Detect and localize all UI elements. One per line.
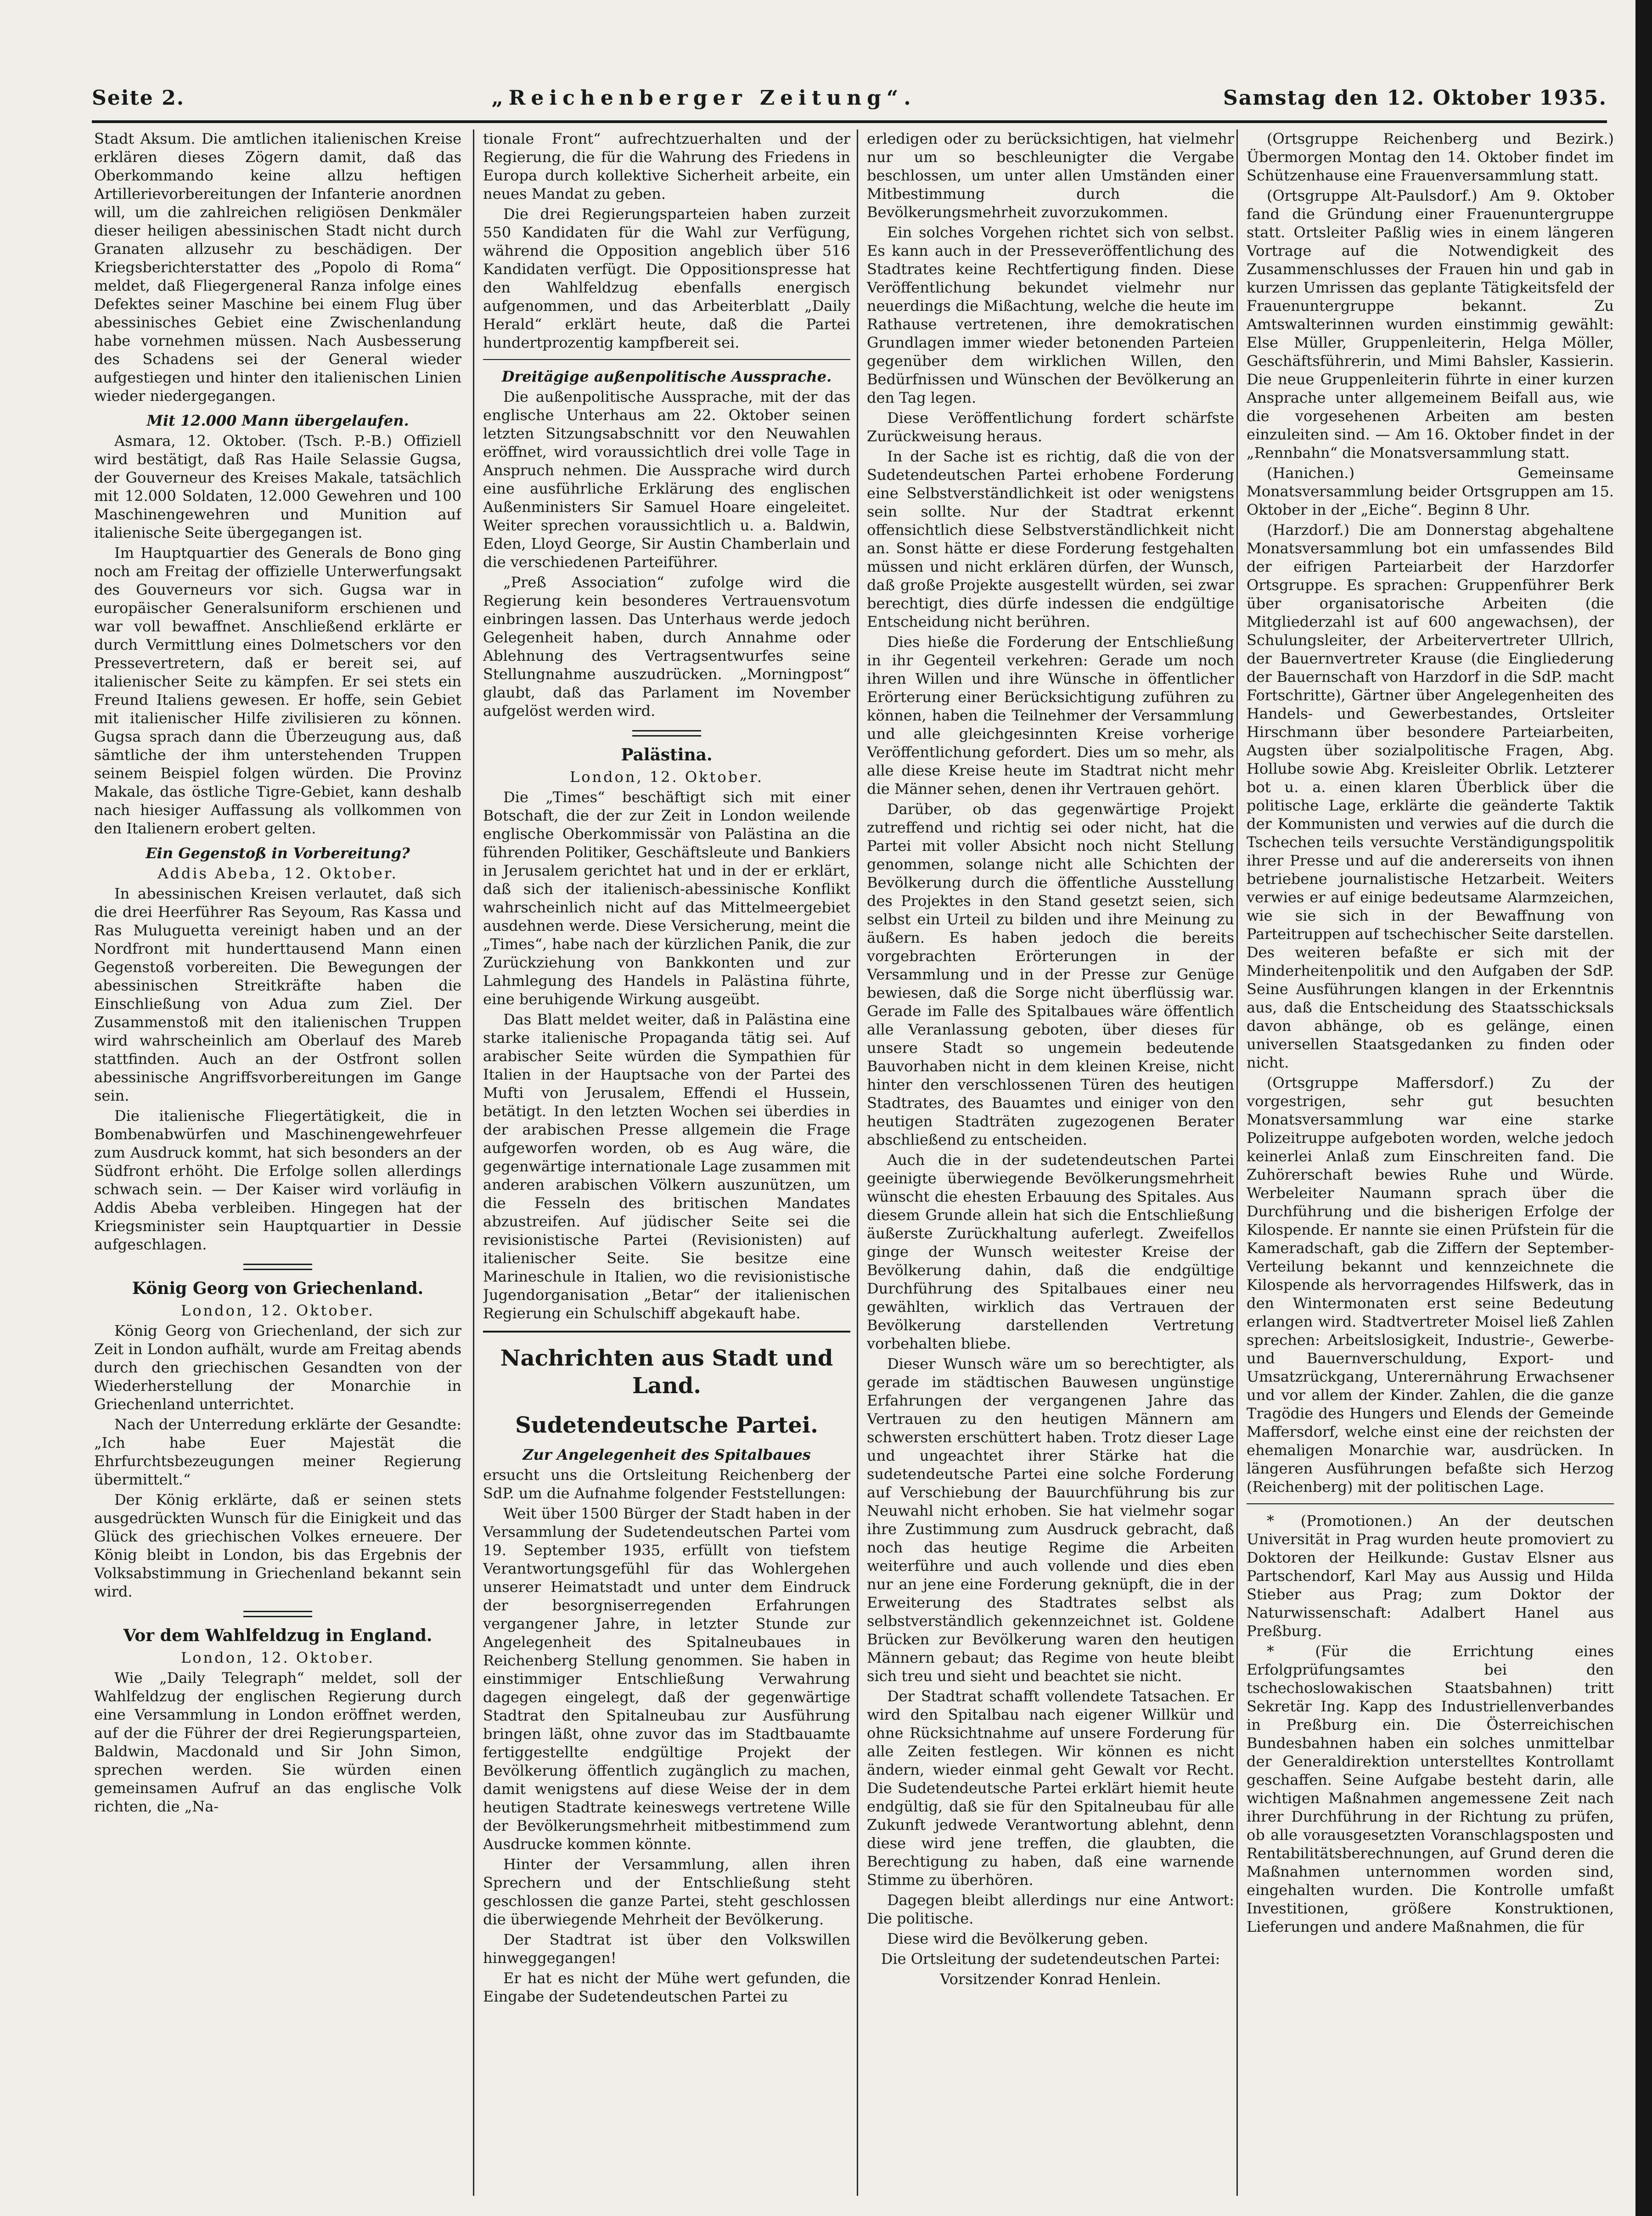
signature-line: Vorsitzender Konrad Henlein. xyxy=(940,1970,1161,1988)
issue-date: Samstag den 12. Oktober 1935. xyxy=(1223,86,1607,110)
article-paragraph: Weit über 1500 Bürger der Stadt haben in der Versammlung der Sudetendeutschen Partei vom 19. September 1935, erfüllt von tiefstem Verantwortungsgefühl für das Wohlergehen unserer Heimatstadt und unter dem Eindruck der besorgniserregenden Erfahrungen vergangener Jahre, in letzter Stunde zur Angelegenheit des Spitalneubaues in Reichenberg Stellung genommen. Sie haben in einstimmiger Entschließung Verwahrung dagegen eingelegt, daß der gegenwärtige Stadtrat den Spitalneubau zur Ausführung bringen läßt, ohne zuvor das im Stadtbauamte fertiggestellte endgültige Projekt der Bevölkerung öffentlich zugänglich zu machen, damit wenigstens auf diese Weise der in dem heutigen Stadtrate keineswegs vertretene Wille der Bevölkerungsmehrheit mitbestimmend zum Ausdrucke kommen könnte. xyxy=(483,1505,850,1853)
article-paragraph: Die „Times“ beschäftigt sich mit einer Botschaft, die der zur Zeit in London weilende englische Oberkommissär von Palästina an die führenden Politiker, Geschäftsleute und Bankiers in Jerusalem gerichtet hat und in der er erklärt, daß sich der italienisch-abessinische Konflikt wahrscheinlich nicht auf das Mittelmeergebiet ausdehnen werde. Diese Versicherung, meint die „Times“, habe nach der kürzlichen Panik, die zur Zurückziehung von Bankkonten und zur Lahmlegung des Handels in Palästina führte, eine beruhigende Wirkung ausgeübt. xyxy=(483,788,850,1008)
column-2 xyxy=(483,129,850,2196)
section-separator xyxy=(483,359,850,360)
article-paragraph: ersucht uns die Ortsleitung Reichenberg der SdP. um die Aufnahme folgender Feststellungen: xyxy=(483,1466,850,1502)
article-paragraph: Der König erklärte, daß er seinen stets ausgedrückten Wunsch für die Einigkeit und das Glück des griechischen Volkes erneuere. Der König bleibt in London, bis das Ergebnis der Volksabstimmung in Griechenland bekannt sein wird. xyxy=(94,1491,461,1600)
section-separator xyxy=(243,1264,312,1270)
article-paragraph: Diese Veröffentlichung fordert schärfste Zurückweisung heraus. xyxy=(867,409,1234,445)
article-paragraph: (Ortsgruppe Maffersdorf.) Zu der vorgestrigen, sehr gut besuchten Monatsversammlung war eine starke Polizeitruppe aufgeboten worden, welche jedoch keinerlei Anlaß zum Einschreiten fand. Die Zuhörerschaft bewies Ruhe und Würde. Werbeleiter Naumann sprach über die Durchführung und die bisherigen Erfolge der Kilospende. Er nannte sie einen Prüfstein für die Kameradschaft, gab die Ziffern der September-Verteilung bekannt und kennzeichnete die Kilospende als hervorragendes Hilfswerk, das in den Wintermonaten erst seine Bedeutung erlangen wird. Stadtvertreter Moisel ließ Zahlen sprechen: Arbeitslosigkeit, Industrie-, Gewerbe- und Bauernverschuldung, Export- und Umsatzrückgang, Unterernährung Erwachsener und vor allem der Kinder. Zahlen, die die ganze Tragödie des Hungers und Elends der Gemeinde Maffersdorf, welche einst eine der reichsten der ehemaligen Monarchie war, ausdrücken. In längeren Ausführungen befaßte sich Herzog (Reichenberg) mit der politischen Lage. xyxy=(1247,1074,1614,1496)
article-paragraph: In abessinischen Kreisen verlautet, daß sich die drei Heerführer Ras Seyoum, Ras Kassa und Ras Muluguetta vereinigt haben und an der Nordfront mit hunderttausend Mann einen Gegenstoß vorbereiten. Die Bewegungen der abessinischen Streitkräfte haben die Einschließung von Adua zum Ziel. Der Zusammenstoß mit den italienischen Truppen wird wahrscheinlich am Oberlauf des Mareb stattfinden. Auch an der Ostfront sollen abessinische Angriffsvorbereitungen im Gange sein. xyxy=(94,885,461,1104)
article-heading: Dreitägige außenpolitische Aussprache. xyxy=(501,368,832,385)
article-paragraph: * (Für die Errichtung eines Erfolgprüfungsamtes bei den tschechoslowakischen Staatsbahnen) tritt Sekretär Ing. Kapp des Industriellenverbandes in Preßburg ein. Die Österreichischen Bundesbahnen haben ein solches unmittelbar der Generaldirektion unterstelltes Kontrollamt geschaffen. Seine Aufgabe besteht darin, alle wichtigen Maßnahmen angemessene Zeit nach ihrer Durchführung in der Richtung zu prüfen, ob alle vorausgesetzten Voranschlagsposten und Rentabilitätsberechnungen, auf Grund deren die Maßnahmen unternommen worden sind, eingehalten wurden. Die Kontrolle umfaßt Investitionen, größere Konstruktionen, Lieferungen und andere Maßnahmen, die für xyxy=(1247,1642,1614,1935)
section-separator xyxy=(243,1611,312,1617)
article-paragraph: Wie „Daily Telegraph“ meldet, soll der Wahlfeldzug der englischen Regierung durch eine Versammlung in London eröffnet werden, auf der die Führer der drei Regierungsparteien, Baldwin, Macdonald und Sir John Simon, sprechen werden. Sie würden einen gemeinsamen Aufruf an das englische Volk richten, die „Na- xyxy=(94,1669,461,1815)
article-paragraph: (Ortsgruppe Alt-Paulsdorf.) Am 9. Oktober fand die Gründung einer Frauenuntergruppe statt. Ortsleiter Paßlig wies in einem längeren Vortrage auf die Notwendigkeit des Zusammenschlusses der Frauen hin und gab in kurzen Umrissen das geplante Tätigkeitsfeld der Frauenuntergruppe bekannt. Zu Amtswalterinnen wurden einstimmig gewählt: Else Müller, Gruppenleiterin, Helga Möller, Geschäftsführerin, und Mimi Bahsler, Kassierin. Die neue Gruppenleiterin führte in einer kurzen Ansprache unter allgemeinem Beifall aus, wie die vorgesehenen Arbeiten am besten einzuleiten sind. — Am 16. Oktober findet in der „Rennbahn“ die Monatsversammlung statt. xyxy=(1247,187,1614,461)
article-paragraph: In der Sache ist es richtig, daß die von der Sudetendeutschen Partei erhobene Forderung eine Selbstverständlichkeit ist oder wenigstens sein sollte. Nur der Stadtrat erkennt offensichtlich diese Selbstverständlichkeit nicht an. Sonst hätte er diese Forderung festgehalten müssen und nicht erklären dürfen, der Wunsch, daß große Projekte ausgestellt würden, sei zwar berechtigt, dies dürfe indessen die endgültige Entscheidung nicht berühren. xyxy=(867,448,1234,630)
article-paragraph: Der Stadtrat ist über den Volkswillen hinweggegangen! xyxy=(483,1931,850,1967)
dateline: Addis Abeba, 12. Oktober. xyxy=(157,865,398,882)
article-paragraph: „Preß Association“ zufolge wird die Regierung kein besonderes Vertrauensvotum einbringen lassen. Das Unterhaus werde jedoch Gelegenheit haben, durch Annahme oder Ablehnung des Vertragsentwurfes seine Stellungnahme auszudrücken. „Morningpost“ glaubt, daß das Parlament im November aufgelöst werden wird. xyxy=(483,574,850,720)
article-paragraph: Die drei Regierungsparteien haben zurzeit 550 Kandidaten für die Wahl zur Verfügung, während die Opposition angeblich über 516 Kandidaten verfügt. Die Oppositionspresse hat den Wahlfeldzug ebenfalls energisch aufgenommen, und das Arbeiterblatt „Daily Herald“ erklärt heute, daß die Partei hundertprozentig kampfbereit sei. xyxy=(483,205,850,351)
article-paragraph: Die italienische Fliegertätigkeit, die in Bombenabwürfen und Maschinengewehrfeuer zum Ausdruck kommt, hat sich besonders an der Südfront erhöht. Die Erfolge sollen allerdings schwach sein. — Der Kaiser wird vorläufig in Addis Abeba verbleiben. Hingegen hat der Kriegsminister sein Hauptquartier in Dessie aufgeschlagen. xyxy=(94,1107,461,1253)
article-paragraph: (Harzdorf.) Die am Donnerstag abgehaltene Monatsversammlung bot ein umfassendes Bild der eifrigen Parteiarbeit der Harzdorfer Ortsgruppe. Es sprachen: Gruppenführer Berk über organisatorische Arbeiten (die Mitgliederzahl ist auf 600 angewachsen), der Schulungsleiter, der Arbeitervertreter Ullrich, der Bauernvertreter Krause (die Eingliederung der Bauernschaft von Harzdorf in die SdP. macht Fortschritte), Gärtner über Angelegenheiten des Handels- und Gewerbestandes, Ortsleiter Hirschmann über besondere Parteiarbeiten, Augsten über sozialpolitische Fragen, Abg. Hollube sowie Abg. Kreisleiter Obrlik. Letzterer bot u. a. einen klaren Überblick über die politische Lage, erklärte die geänderte Taktik der Kommunisten und verwies auf die durch die Tschechen teils versuchte Verständigungspolitik ihrer Presse und auf die andererseits von ihnen betriebene journalistische Hetzarbeit. Weiters verwies er auf einige bedeutsame Alarmzeichen, wie sie sich in der Bewaffnung von Parteitruppen auf tschechischer Seite darstellen. Des weiteren befaßte er sich mit der Minderheitenpolitik und den Aufgaben der SdP. Seine Ausführungen klangen in der Erkenntnis aus, daß die Entscheidung des Staatsschicksals davon abhänge, ob es gelänge, einen universellen Staatsgedanken zu finden oder nicht. xyxy=(1247,521,1614,1071)
column-4 xyxy=(1247,129,1614,2196)
section-separator xyxy=(632,730,701,737)
article-paragraph: Er hat es nicht der Mühe wert gefunden, die Eingabe der Sudetendeutschen Partei zu xyxy=(483,1969,850,2005)
article-paragraph: Stadt Aksum. Die amtlichen italienischen Kreise erklären dieses Zögern damit, daß das Oberkommando keine allzu heftigen Artillerievorbereitungen der Infanterie anordnen will, um die zahlreichen religiösen Denkmäler dieser heiligen abessinischen Stadt nicht durch Granaten allzusehr zu beschädigen. Der Kriegsberichterstatter des „Popolo di Roma“ meldet, daß Fliegergeneral Ranza infolge eines Defektes seiner Maschine bei einem Flug über abessinisches Gebiet eine Zwischenlandung habe vornehmen müssen. Nach Ausbesserung des Schadens sei der General wieder aufgestiegen und hinter den italienischen Linien wieder niedergegangen. xyxy=(94,130,461,405)
article-paragraph: Ein solches Vorgehen richtet sich von selbst. Es kann auch in der Presseveröffentlichung des Stadtrates keine Rechtfertigung finden. Diese Veröffentlichung bekundet vielmehr nur neuerdings die Mißachtung, welche die heute im Rathause vertretenen, ihre demokratischen Grundlagen immer wieder betonenden Parteien gegenüber dem wirklichen Willen, den Bedürfnissen und Wünschen der Bevölkerung an den Tag legen. xyxy=(867,224,1234,406)
article-paragraph: Asmara, 12. Oktober. (Tsch. P.-B.) Offiziell wird bestätigt, daß Ras Haile Selassie Gugsa, der Gouverneur des Kreises Makale, tatsächlich mit 12.000 Soldaten, 12.000 Gewehren und 100 Maschinengewehren und Munition auf italienische Seite übergegangen ist. xyxy=(94,432,461,541)
article-paragraph: Der Stadtrat schafft vollendete Tatsachen. Er wird den Spitalbau nach eigener Willkür und ohne Rücksichtnahme auf unsere Forderung für alle Zeiten festlegen. Wir können es nicht ändern, wieder einmal geht Gewalt vor Recht. Die Sudetendeutsche Partei erklärt hiemit heute endgültig, daß sie für den Spitalneubau für alle Zukunft jedwede Verantwortung ablehnt, denn diese wird jene treffen, die glaubten, die Berechtigung zu haben, daß eine warnende Stimme zu überhören. xyxy=(867,1687,1234,1889)
section-separator xyxy=(1247,1503,1614,1504)
newspaper-title: „Reichenberger Zeitung“. xyxy=(491,86,916,110)
article-heading: Zur Angelegenheit des Spitalbaues xyxy=(523,1446,811,1463)
column-divider xyxy=(857,129,858,2196)
article-headline: Vor dem Wahlfeldzug in England. xyxy=(123,1626,433,1645)
article-paragraph: Dies hieße die Forderung der Entschließung in ihr Gegenteil verkehren: Gerade um noch ihren Willen und ihre Wünsche in öffentlicher Erörterung einer Berücksichtigung zuführen zu können, haben die Teilnehmer der Versammlung und alle gleichgesinnten Kreise vorherige Veröffentlichung gefordert. Dies um so mehr, als alle diese Kreise heute im Stadtrat nicht mehr die Männer sehen, denen ihr Vertrauen gehört. xyxy=(867,633,1234,798)
article-paragraph: Im Hauptquartier des Generals de Bono ging noch am Freitag der offizielle Unterwerfungsakt des Gouverneurs vor sich. Gugsa war in europäischer Generalsuniform erschienen und war voll bewaffnet. Anschließend erklärte er durch Vermittlung eines Dolmetschers vor den Pressevertretern, daß er bereit sei, auf italienischer Seite zu kämpfen. Er sei stets ein Freund Italiens gewesen. Er hoffe, sein Gebiet mit italienischer Hilfe zivilisieren zu können. Gugsa sprach dann die Überzeugung aus, daß sämtliche der ihm unterstehenden Truppen seinem Beispiel folgen würden. Die Provinz Makale, das östliche Tigre-Gebiet, kann deshalb nach hiesiger Auffassung als vollkommen von den Italienern erobert gelten. xyxy=(94,544,461,837)
article-paragraph: (Ortsgruppe Reichenberg und Bezirk.) Übermorgen Montag den 14. Oktober findet im Schützenhause eine Frauenversammlung statt. xyxy=(1247,130,1614,184)
article-paragraph: Auch die in der sudetendeutschen Partei geeinigte überwiegende Bevölkerungsmehrheit wünscht die ehesten Erbauung des Spitales. Aus diesem Grunde allein hat sich die Entschließung äußerste Zurückhaltung auferlegt. Zweifellos ginge der Wunsch weitester Kreise der Bevölkerung dahin, daß die endgültige Durchführung des Spitalbaues einer neu gewählten, wirklich das Vertrauen der Bevölkerung darstellenden Vertretung vorbehalten bliebe. xyxy=(867,1151,1234,1352)
dateline: London, 12. Oktober. xyxy=(180,1649,375,1666)
section-subheadline: Sudetendeutsche Partei. xyxy=(515,1412,818,1438)
article-heading: Mit 12.000 Mann übergelaufen. xyxy=(146,412,409,429)
column-divider xyxy=(1236,129,1238,2196)
article-paragraph: Dieser Wunsch wäre um so berechtigter, als gerade im städtischen Bauwesen ungünstige Erfahrungen der vergangenen Jahre das Vertrauen zu den heutigen Männern am schwersten erschüttert haben. Trotz dieser Lage und ungeachtet ihrer Stärke hat die sudetendeutsche Partei eine solche Forderung auf Verschiebung der Bauurchführung bis zur Neuwahl nicht erhoben. Sie hat vielmehr sogar ihre Zustimmung zum Ausdruck gebracht, daß noch das heutige Regime die Arbeiten weiterführe und auch vollende und dies eben nur an jene eine Forderung geknüpft, die in der Erweiterung des Stadtrates selbst als selbstverständlich gekennzeichnet ist. Goldene Brücken zur Bevölkerung waren den heutigen Männern gebaut; das Regime von heute bleibt sich treu und sieht und beachtet sie nicht. xyxy=(867,1355,1234,1685)
scan-edge xyxy=(1635,0,1652,2216)
page-header xyxy=(92,82,1607,114)
article-paragraph: Nach der Unterredung erklärte der Gesandte: „Ich habe Euer Majestät die Ehrfurchtsbezeugungen meiner Regierung übermittelt.“ xyxy=(94,1416,461,1488)
article-paragraph: König Georg von Griechenland, der sich zur Zeit in London aufhält, wurde am Freitag abends durch den griechischen Gesandten von der Wiederherstellung der Monarchie in Griechenland unterrichtet. xyxy=(94,1322,461,1413)
article-headline: König Georg von Griechenland. xyxy=(132,1279,424,1298)
section-headline: Nachrichten aus Stadt und Land. xyxy=(500,1345,833,1399)
dateline: London, 12. Oktober. xyxy=(569,768,764,786)
column-divider xyxy=(473,129,474,2196)
article-paragraph: erledigen oder zu berücksichtigen, hat vielmehr nur um so beschleunigter die Vergabe beschlossen, um unter allen Umständen einer Mitbestimmung durch die Bevölkerungsmehrheit zuvorzukommen. xyxy=(867,130,1234,221)
article-heading: Ein Gegenstoß in Vorbereitung? xyxy=(146,844,410,862)
article-paragraph: Darüber, ob das gegenwärtige Projekt zutreffend und richtig sei oder nicht, hat die Partei mit voller Absicht noch nicht Stellung genommen, solange nicht alle Schichten der Bevölkerung durch die öffentliche Ausstellung des Projektes in den Stand gesetzt seien, sich selbst ein Urteil zu bilden und ihre Meinung zu äußern. Es haben jedoch die bereits vorgebrachten Erörterungen in der Versammlung und in der Presse zur Genüge bewiesen, daß die Sorge nicht überflüssig war. Gerade im Falle des Spitalbaues wäre öffentlich alle Veranlassung geboten, über dieses für unsere Stadt so ungemein bedeutende Bauvorhaben nicht in dem kleinen Kreise, nicht hinter den verschlossenen Türen des heutigen Stadtrates, des Bauamtes und einiger von den heutigen Stadträten zugezogenen Berater abschließend zu entscheiden. xyxy=(867,800,1234,1148)
header-rule xyxy=(92,120,1607,123)
column-3 xyxy=(867,129,1234,2196)
article-paragraph: (Hanichen.) Gemeinsame Monatsversammlung beider Ortsgruppen am 15. Oktober in der „Eiche“. Beginn 8 Uhr. xyxy=(1247,464,1614,518)
section-rule xyxy=(483,1331,850,1333)
article-paragraph: Die außenpolitische Aussprache, mit der das englische Unterhaus am 22. Oktober seinen letzten Sitzungsabschnitt vor den Neuwahlen eröffnet, wird voraussichtlich drei volle Tage in Anspruch nehmen. Die Aussprache wird durch eine ausführliche Erklärung des englischen Außenministers Sir Samuel Hoare eingeleitet. Weiter sprechen voraussichtlich u. a. Baldwin, Eden, Lloyd George, Sir Austin Chamberlain und die verschiedenen Parteiführer. xyxy=(483,388,850,571)
page-number: Seite 2. xyxy=(92,86,185,110)
article-paragraph: * (Promotionen.) An der deutschen Universität in Prag wurden heute promoviert zu Doktoren der Heilkunde: Gustav Elsner aus Partschendorf, Karl May aus Aussig und Hilda Stieber aus Prag; zum Doktor der Naturwissenschaft: Adalbert Hanel aus Preßburg. xyxy=(1247,1512,1614,1640)
column-1 xyxy=(94,129,461,2196)
article-paragraph: Das Blatt meldet weiter, daß in Palästina eine starke italienische Propaganda tätig sei. Auf arabischer Seite würden die Sympathien für Italien in der Hauptsache von der Partei des Mufti von Jerusalem, Effendi el Hussein, betätigt. In den letzten Wochen sei überdies in der arabischen Presse allgemein die Frage aufgeworfen worden, ob es Aug wäre, die gegenwärtige internationale Lage zusammen mit anderen arabischen Völkern auszunützen, um die Fesseln des britischen Mandates abzustreifen. Auf jüdischer Seite sei die revisionistische Partei (Revisionisten) auf italienischer Seite. Sie besitze eine Marineschule in Italien, wo die revisionistische Jugendorganisation „Betar“ der italienischen Regierung ein Schulschiff abgekauft habe. xyxy=(483,1011,850,1322)
article-headline: Palästina. xyxy=(621,745,713,765)
dateline: London, 12. Oktober. xyxy=(180,1302,375,1319)
article-paragraph: Diese wird die Bevölkerung geben. xyxy=(887,1930,1148,1947)
article-paragraph: tionale Front“ aufrechtzuerhalten und der Regierung, die für die Wahrung des Friedens in Europa durch kollektive Sicherheit arbeite, ein neues Mandat zu geben. xyxy=(483,130,850,202)
article-paragraph: Hinter der Versammlung, allen ihren Sprechern und der Entschließung steht geschlossen die ganze Partei, steht geschlossen die überwiegende Mehrheit der Bevölkerung. xyxy=(483,1856,850,1928)
signature-line: Die Ortsleitung der sudetendeutschen Partei: xyxy=(881,1950,1220,1968)
article-paragraph: Dagegen bleibt allerdings nur eine Antwort: Die politische. xyxy=(867,1891,1234,1927)
